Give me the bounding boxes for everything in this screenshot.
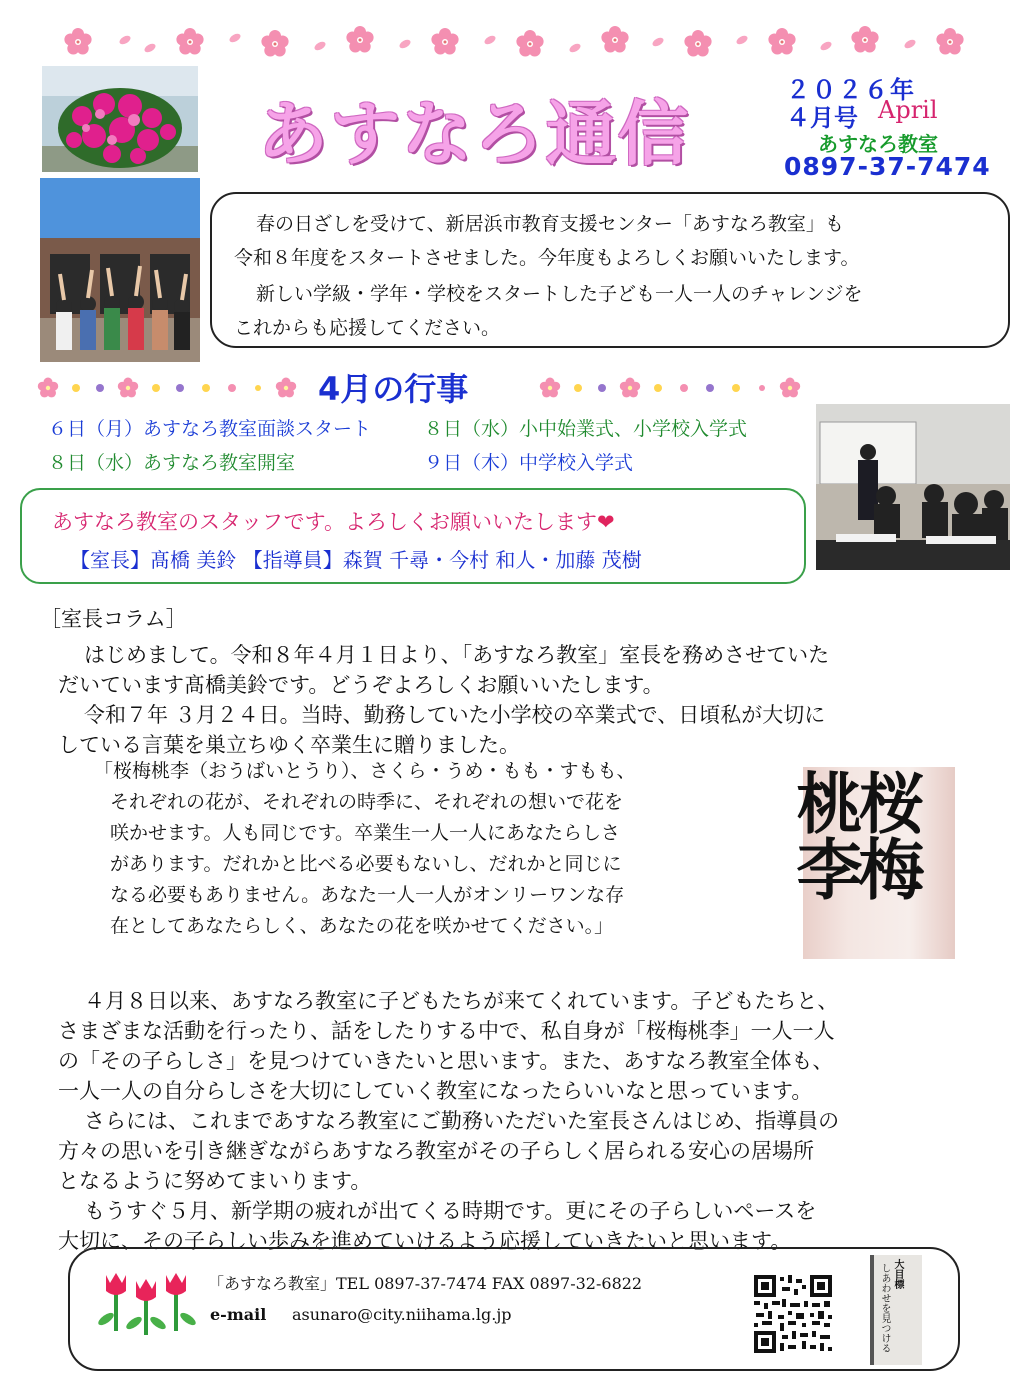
intro-box bbox=[210, 192, 1010, 348]
azalea-photo bbox=[42, 66, 198, 172]
goal-badge bbox=[870, 1255, 922, 1365]
column-line: はじめまして。令和８年４月１日より、「あすなろ教室」室長を務めさせていた bbox=[84, 643, 830, 667]
footer-box bbox=[68, 1247, 960, 1371]
footer-email-label: e-mail bbox=[210, 1305, 267, 1324]
column-line: さまざまな活動を行ったり、話をしたりする中で、私自身が「桜梅桃李」一人一人 bbox=[58, 1019, 835, 1043]
flower-border-top bbox=[50, 26, 980, 62]
org-phone: 0897-37-7474 bbox=[784, 152, 991, 181]
column-line: 大切に、その子らしい歩みを進めていけるよう応援していきたいと思います。 bbox=[58, 1229, 792, 1253]
calligraphy-text: 桜梅桃李 bbox=[785, 769, 925, 901]
flower-border-icon bbox=[50, 26, 980, 62]
column-line: の「その子らしさ」を見つけていきたいと思います。また、あすなろ教室全体も、 bbox=[58, 1049, 834, 1073]
event-item: ８日（水）小中始業式、小学校入学式 bbox=[424, 418, 748, 440]
tulip-icon bbox=[98, 1271, 202, 1337]
intro-line: これからも応援してください。 bbox=[234, 317, 501, 339]
classroom-photo bbox=[816, 404, 1010, 570]
intro-line: 新しい学級・学年・学校をスタートした子ども一人一人のチャレンジを bbox=[256, 283, 863, 305]
column-line: 方々の思いを引き継ぎながらあすなろ教室がその子らしく居られる安心の居場所 bbox=[58, 1139, 814, 1163]
intro-line: 春の日ざしを受けて、新居浜市教育支援センター「あすなろ教室」も bbox=[256, 213, 844, 235]
quote-line: 「桜梅桃李（おうばいとうり）、さくら・うめ・もも・すもも、 bbox=[94, 760, 636, 782]
group-photo bbox=[40, 178, 200, 362]
footer-email[interactable]: asunaro@city.niihama.lg.jp bbox=[292, 1305, 512, 1324]
quote-line: 在としてあなたらしく、あなたの花を咲かせてください。」 bbox=[110, 915, 614, 937]
event-item: ８日（水）あすなろ教室開室 bbox=[48, 452, 296, 474]
qr-code-icon bbox=[752, 1273, 834, 1355]
newsletter-title: あすなろ通信 bbox=[258, 93, 690, 175]
quote-line: があります。だれかと比べる必要もないし、だれかと同じに bbox=[110, 853, 622, 875]
intro-line: 令和８年度をスタートさせました。今年度もよろしくお願いいたします。 bbox=[234, 247, 860, 269]
column-line: 一人一人の自分らしさを大切にしていく教室になったらいいなと思っています。 bbox=[58, 1079, 813, 1103]
column-line: ４月８日以来、あすなろ教室に子どもたちが来てくれています。子どもたちと、 bbox=[84, 989, 839, 1013]
event-item: ９日（木）中学校入学式 bbox=[424, 452, 634, 474]
quote-line: それぞれの花が、それぞれの時季に、それぞれの想いで花を bbox=[110, 791, 624, 813]
events-heading: 4月の行事 bbox=[318, 370, 469, 408]
column-line: となるように努めてまいります。 bbox=[58, 1169, 372, 1193]
column-line: もうすぐ５月、新学期の疲れが出てくる時期です。更にその子らしいペースを bbox=[84, 1199, 817, 1223]
quote-line: 咲かせます。人も同じです。卒業生一人一人にあなたらしさ bbox=[110, 822, 620, 844]
issue-year: ２０２６年 bbox=[786, 76, 916, 104]
column-line: だいています髙橋美鈴です。どうぞよろしくお願いいたします。 bbox=[58, 673, 664, 697]
goal-badge-title: 大目標 bbox=[892, 1259, 903, 1289]
staff-box bbox=[20, 488, 806, 584]
staff-greeting: あすなろ教室のスタッフです。よろしくお願いいたします bbox=[52, 510, 597, 534]
event-item: ６日（月）あすなろ教室面談スタート bbox=[48, 418, 372, 440]
column-heading: ［室長コラム］ bbox=[40, 607, 187, 631]
footer-contact: 「あすなろ教室」TEL 0897-37-7474 FAX 0897-32-6822 bbox=[208, 1274, 643, 1293]
goal-badge-text: しあわせを見つける bbox=[879, 1263, 890, 1353]
staff-members: 【室長】髙橋 美鈴 【指導員】森賀 千尋・今村 和人・加藤 茂樹 bbox=[70, 548, 642, 572]
column-line: 令和７年 ３月２４日。当時、勤務していた小学校の卒業式で、日頃私が大切に bbox=[84, 703, 826, 727]
org-name: あすなろ教室 bbox=[818, 132, 938, 156]
column-line: している言葉を巣立ちゆく卒業生に贈りました。 bbox=[58, 733, 520, 757]
qr-code[interactable] bbox=[752, 1273, 834, 1355]
calligraphy-image bbox=[785, 767, 955, 959]
issue-month: ４月号 bbox=[786, 104, 858, 132]
quote-line: なる必要もありません。あなた一人一人がオンリーワンな存 bbox=[110, 884, 625, 906]
heart-icon: ❤ bbox=[596, 510, 615, 534]
column-line: さらには、これまであすなろ教室にご勤務いただいた室長さんはじめ、指導員の bbox=[84, 1109, 840, 1133]
issue-month-en: April bbox=[878, 96, 938, 124]
